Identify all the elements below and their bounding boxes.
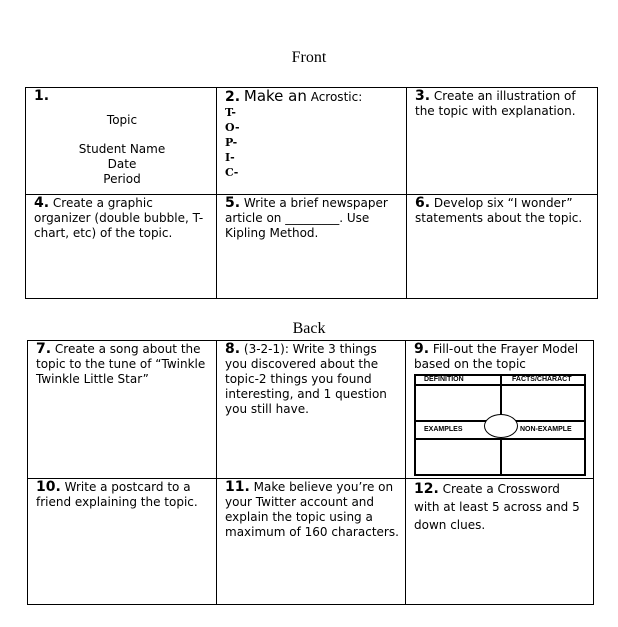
cell-9-frayer-model — [406, 341, 594, 479]
cell-10-postcard — [28, 479, 217, 605]
date-label: Date — [107, 157, 137, 171]
acrostic-letter: O- — [225, 121, 240, 134]
cell-text: Acrostic: — [310, 90, 363, 104]
acrostic-letter: I- — [225, 151, 235, 164]
period-label: Period — [103, 172, 141, 186]
cell-number: 1. — [34, 88, 50, 104]
cell-text: Write a brief newspaper article on _________. Use Kipling Method. — [225, 196, 388, 240]
cell-number: 10. — [36, 479, 61, 495]
cell-number: 5. — [225, 195, 241, 211]
cell-number: 3. — [415, 88, 431, 104]
cell-text: Create an illustration of the topic with explanation. — [415, 89, 576, 118]
cell-4-graphic-organizer — [26, 195, 217, 299]
student-name-label: Student Name — [78, 142, 166, 156]
cell-number: 6. — [415, 195, 431, 211]
cell-lead-text: Make an — [243, 87, 307, 105]
cell-text: Develop six “I wonder” statements about the topic. — [415, 196, 583, 225]
topic-label: Topic — [106, 113, 138, 127]
cell-text: Create a Crossword with at least 5 across and 5 down clues. — [414, 482, 580, 532]
frayer-center-oval — [484, 414, 518, 438]
cell-number: 12. — [414, 481, 439, 497]
frayer-examples-label: EXAMPLES — [424, 426, 463, 433]
cell-11-twitter — [217, 479, 406, 605]
cell-number: 7. — [36, 341, 52, 357]
cell-6-i-wonder — [407, 195, 598, 299]
acrostic-letter: C- — [225, 166, 239, 179]
cell-8-3-2-1 — [217, 341, 406, 479]
cell-number: 8. — [225, 341, 241, 357]
cell-text: Create a song about the topic to the tune of “Twinkle Twinkle Little Star” — [36, 342, 206, 386]
back-heading: Back — [292, 320, 326, 337]
cell-number: 2. — [225, 89, 241, 105]
cell-5-newspaper-article — [217, 195, 407, 299]
cell-3-illustration — [407, 88, 598, 195]
cell-text: Fill-out the Frayer Model based on the topic — [414, 342, 579, 371]
cell-number: 4. — [34, 195, 50, 211]
cell-text: Write a postcard to a friend explaining the topic. — [36, 480, 198, 509]
frayer-definition-label: DEFINITION — [424, 376, 464, 383]
cell-text: Create a graphic organizer (double bubble, T-chart, etc) of the topic. — [34, 196, 204, 240]
cell-number: 9. — [414, 341, 430, 357]
front-activity-grid — [25, 87, 598, 299]
back-activity-grid — [27, 340, 594, 605]
cell-number: 11. — [225, 479, 250, 495]
acrostic-letter: T- — [225, 106, 236, 119]
cell-text: Make believe you’re on your Twitter account and explain the topic using a maximum of 160 characters. — [225, 480, 399, 539]
cell-12-crossword — [406, 479, 594, 605]
cell-1-title-info — [26, 88, 217, 195]
frayer-facts-label: FACTS/CHARACT — [512, 376, 572, 383]
frayer-model-diagram — [414, 374, 586, 476]
acrostic-letter: P- — [225, 136, 238, 149]
cell-text: (3-2-1): Write 3 things you discovered about the topic-2 things you found interesting, and 1 question you still have. — [225, 342, 387, 416]
cell-7-song — [28, 341, 217, 479]
frayer-non-examples-label: NON-EXAMPLE — [520, 426, 572, 433]
cell-2-acrostic — [217, 88, 407, 195]
front-heading: Front — [291, 49, 327, 66]
